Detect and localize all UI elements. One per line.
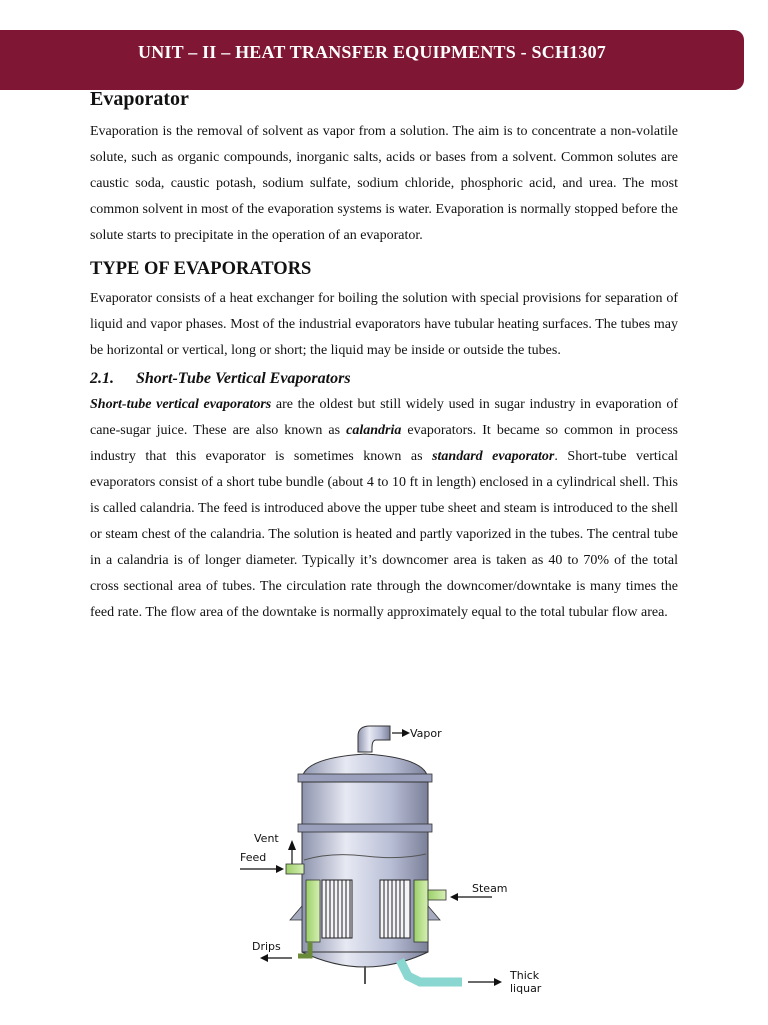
text-segment-1: are the oldest but still widely used in sugar industry in evaporation of cane-sugar juice. These are also known as xyxy=(90,397,678,438)
tube-bundle-right xyxy=(380,880,410,938)
section-title-evaporator: Evaporator xyxy=(90,88,189,110)
tube-bundle-left xyxy=(322,880,352,938)
subsection-heading xyxy=(90,370,678,388)
subsection-title: Short-Tube Vertical Evaporators xyxy=(136,370,351,387)
shell-bottom xyxy=(302,952,428,967)
term-calandria: calandria xyxy=(346,423,402,438)
label-vent: Vent xyxy=(254,832,279,845)
middle-flange xyxy=(298,824,432,832)
support-left xyxy=(290,906,302,920)
vapor-outlet-pipe xyxy=(358,726,390,752)
subsection-number: 2.1. xyxy=(90,370,114,387)
term-short-tube: Short-tube vertical evaporators xyxy=(90,397,272,412)
label-feed: Feed xyxy=(240,851,267,864)
evaporator-diagram xyxy=(230,720,560,1020)
label-steam: Steam xyxy=(472,882,508,895)
thick-liquor-pipe xyxy=(400,960,462,982)
label-drips: Drips xyxy=(252,940,281,953)
label-liquar: liquar xyxy=(510,982,542,995)
document-body xyxy=(90,88,678,632)
text-segment-3: . Short-tube vertical evaporators consist of a short tube bundle (about 4 to 10 ft in length) enclosed in a cylindrical shell. This is called calandria. The feed is introduced above the upper tube sheet and steam is introduced to the shell or steam chest of the calandria. The solution is heated and partly vaporized in the tubes. The central tube in a calandria is of longer diameter. Typically it’s downcomer area is taken as 40 to 70% of the total cross sectional area of tubes. The circulation rate through the downcomer/downtake is many times the feed rate. The flow area of the downtake is normally approximately equal to the total tubular flow area. xyxy=(90,449,678,620)
types-paragraph: Evaporator consists of a heat exchanger for boiling the solution with special provisions for separation of liquid and vapor phases. Most of the industrial evaporators have tubular heating surfaces. The tubes may be horizontal or vertical, long or short; the liquid may be inside or outside the tubes. xyxy=(90,291,678,358)
steam-chest-left xyxy=(306,880,320,942)
unit-header-banner xyxy=(0,30,744,90)
feed-pipe xyxy=(286,864,304,874)
term-standard-evaporator: standard evaporator xyxy=(432,449,555,464)
text-segment-2: evaporators. It became so common in process industry that this evaporator is sometimes known as xyxy=(90,423,678,464)
unit-header-title: UNIT – II – HEAT TRANSFER EQUIPMENTS - SCH1307 xyxy=(138,42,606,62)
evaporator-paragraph: Evaporation is the removal of solvent as vapor from a solution. The aim is to concentrate a non-volatile solute, such as organic compounds, inorganic salts, acids or bases from a solvent. Common solutes are caustic soda, caustic potash, sodium sulfate, sodium chloride, phosphoric acid, and urea. The most common solvent in most of the evaporation systems is water. Evaporation is normally stopped before the solute starts to precipitate in the operation of an evaporator. xyxy=(90,124,678,243)
support-right xyxy=(428,906,440,920)
top-flange xyxy=(298,774,432,782)
short-tube-paragraph xyxy=(90,392,678,626)
section-title-types: TYPE OF EVAPORATORS xyxy=(90,259,312,279)
label-vapor: Vapor xyxy=(410,727,442,740)
evaporator-diagram-svg xyxy=(230,720,560,1020)
steam-chest-right xyxy=(414,880,428,942)
steam-inlet-pipe xyxy=(428,890,446,900)
label-thick: Thick xyxy=(510,969,540,982)
